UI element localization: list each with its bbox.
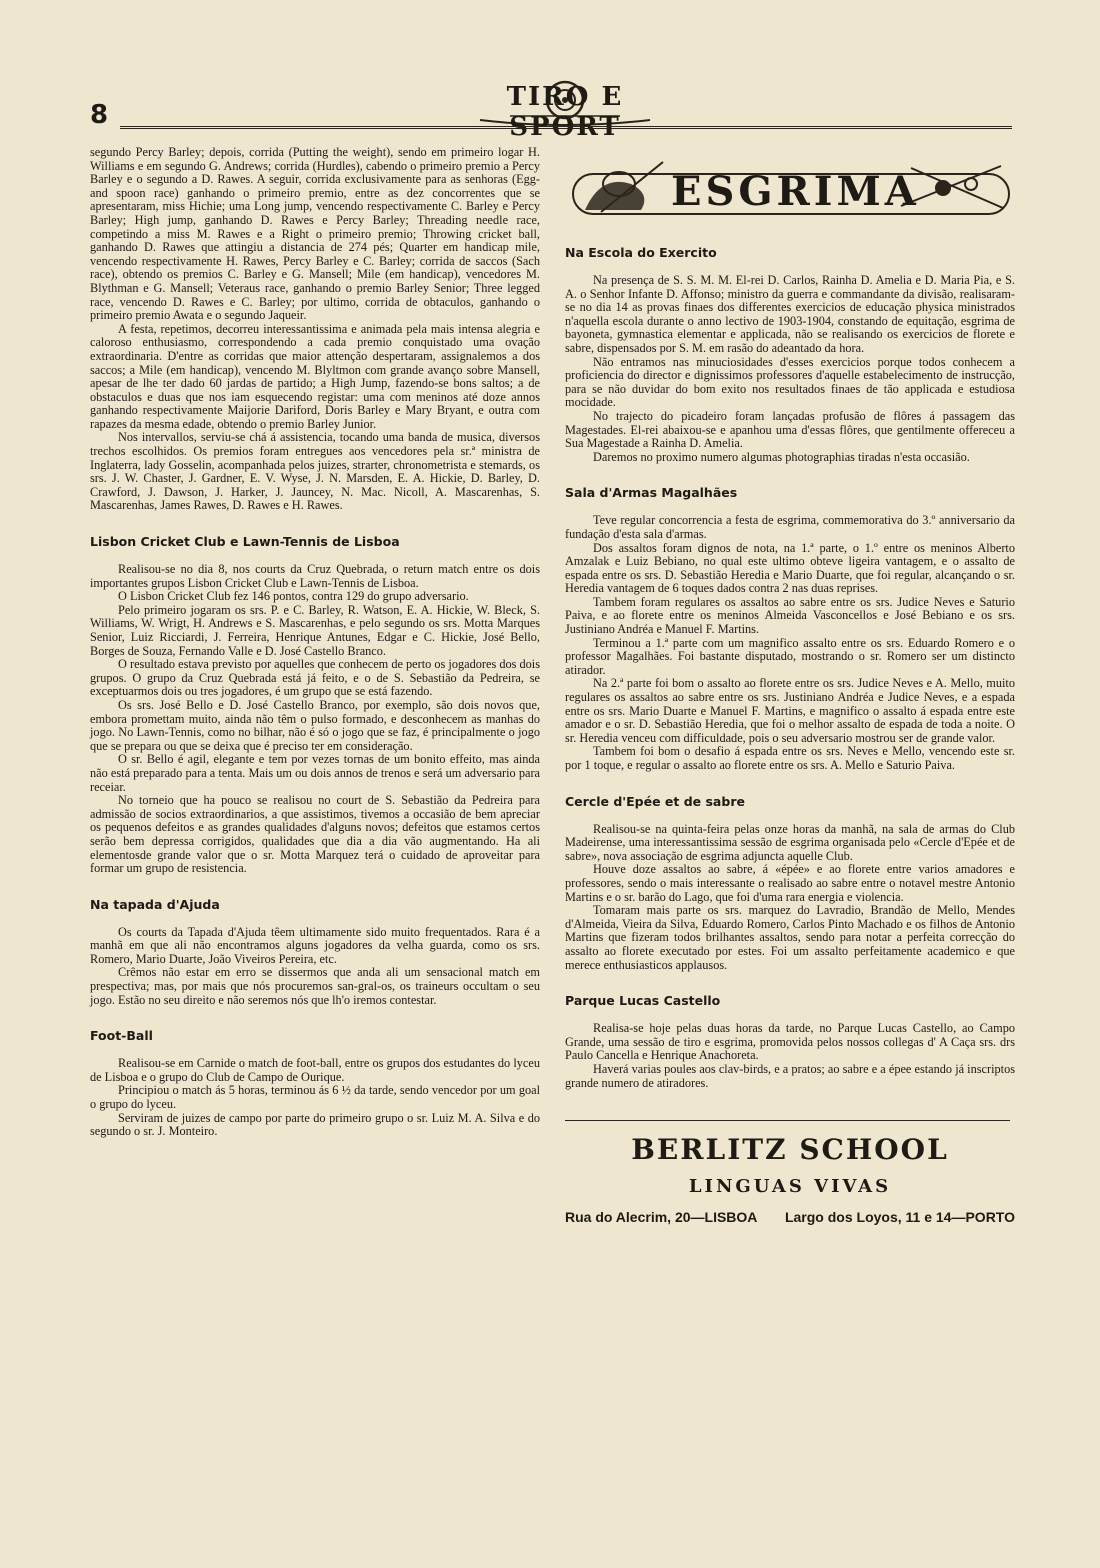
right-column <box>565 146 1015 1225</box>
article-paragraph: Principiou o match ás 5 horas, terminou ás 6 ½ da tarde, sendo vencedor por um goal o grupo do lyceu. <box>90 1083 540 1112</box>
article-paragraph: No torneio que ha pouco se realisou no court de S. Sebastião da Pedreira para admissão de socios extraordinarios, a que assistimos, tivemos a occasião de bem apreciar os pequenos defeitos e as grandes qualidades d'alguns novos; defeitos que estamos certos serão bem depressa corrigidos, qualidades que dia a dia vão augmentando. Ha ali elementosde grande valor que o sr. Motta Marquez terá o cuidado de aproveitar para formar um grupo de resistencia. <box>90 793 540 876</box>
masthead-logo <box>470 76 660 142</box>
article-paragraph: O sr. Bello é agil, elegante e tem por vezes tornas de um bonito effeito, mas ainda não está preparado para a tenta. Mais um ou dois annos de trenos e será um adversario para receiar. <box>90 752 540 794</box>
ad-title: BERLITZ SCHOOL <box>631 1133 949 1167</box>
section-heading-football: Foot-Ball <box>90 1028 153 1044</box>
article-paragraph: No trajecto do picadeiro foram lançadas profusão de flôres á passagem das Magestades. El-rei abaixou-se e apanhou uma d'essas flôres, que gentilmente offereceu a Sua Magestade a Rainha D. Amelia. <box>565 408 1015 451</box>
article-paragraph: segundo Percy Barley; depois, corrida (Putting the weight), sendo em primeiro logar H. Williams e em segundo G. Andrews; corrida (Hurdles), cabendo o primeiro premio a Percy Barley e o segundo a D. Rawes. A seguir, corrida exclusivamente para as senhoras (Egg-and spoon race) ganhando o primeiro premio, entre as dez concorrentes que se apresentaram, miss Hichie; uma Long jump, vencendo respectivamente C. Barley e Percy Barley; High jump, ganhando D. Rawes e Percy Barley; Threading needle race, competindo a miss M. Rawes e a Right o primeiro premio; Throwing cricket ball, ganhando D. Rawes que attingiu a distancia de 274 pés; Quarter em handicap mile, vencendo respectivamente H. Rawes, Percy Barley e C. Barley; corrida de saccos (Sach race), obtendo os premios C. Barley e G. Mansell; Mile (em handicap), vencedores M. Blythman e G. Mansell; Veteraus race, ganhando o premio Barley Senior; Three legged race, vencendo D. Rawes e C. Barley; por ultimo, corrida de obtaculos, ganhando o primeiro premio Awata e o segundo Jaqueir. <box>90 145 540 323</box>
article-paragraph: Realisa-se hoje pelas duas horas da tarde, no Parque Lucas Castello, ao Campo Grande, uma sessão de tiro e esgrima, promovida pelos nossos collegas d' A Caça srs. drs Paulo Cancella e Henrique Anachoreta. <box>565 1021 1015 1063</box>
article-paragraph: Haverá varias poules aos clav-birds, e a pratos; ao sabre e a épee estando já inscriptos grande numero de atiradores. <box>565 1061 1015 1090</box>
page-number: 8 <box>90 100 109 130</box>
article-paragraph: Realisou-se no dia 8, nos courts da Cruz Quebrada, o return match entre os dois importantes grupos Lisbon Cricket Club e Lawn-Tennis de Lisboa. <box>90 562 540 590</box>
article-paragraph: Realisou-se em Carnide o match de foot-ball, entre os grupos dos estudantes do lyceu de Lisboa e o grupo do Club de Campo de Ourique. <box>90 1056 540 1084</box>
article-paragraph: Crêmos não estar em erro se dissermos que anda ali um sensacional match em prespectiva; mas, por mais que nós procuremos san-gral-os, os traineurs occultam o seu jogo. Estão no seu direito e não seremos nós que lh'o iremos contestar. <box>90 965 540 1007</box>
section-heading-magalhaes: Sala d'Armas Magalhães <box>565 485 738 501</box>
ad-subtitle: LINGUAS VIVAS <box>688 1176 892 1198</box>
article-paragraph: Na presença de S. S. M. M. El-rei D. Carlos, Rainha D. Amelia e D. Maria Pia, e S. A. o Senhor Infante D. Affonso; ministro da guerra e commandante da divisão, realisaram-se no dia 14 as provas finaes dos differentes exercicios de educação physica ministrados n'aquella escola durante o anno lectivo de 1903-1904, constando de equitação, esgrima de bayoneta, gymnastica elementar e applicada, não se realisando os exercicios de florete e sabre, dispensados por S. M. em rasão do adeantado da hora. <box>565 273 1015 355</box>
esgrima-title: ESGRIMA <box>671 168 920 215</box>
article-paragraph: O Lisbon Cricket Club fez 146 pontos, contra 129 do grupo adversario. <box>118 589 469 604</box>
article-paragraph: Nos intervallos, serviu-se chá á assistencia, tocando uma banda de musica, diversos trechos escolhidos. Os premios foram entregues aos vencedores pela sr.ª ministra de Inglaterra, lady Gosselin, acompanhada pelos juizes, strarter, chronometrista e stemards, os srs. J. W. Chaster, J. Gardner, E. V. Wyse, J. N. Marsden, E. A. Hickie, D. Barley, D. Crawford, J. Dawson, J. Harker, J. Jauncey, N. Mac. Nicoll, A. Mascarenhas, S. Mascarenhas, James Rawes, D. Rawes e H. Rawes. <box>90 430 540 513</box>
article-paragraph: Teve regular concorrencia a festa de esgrima, commemorativa do 3.º anniversario da fundação d'esta sala d'armas. <box>565 513 1015 541</box>
article-paragraph: Os courts da Tapada d'Ajuda têem ultimamente sido muito frequentados. Rara é a manhã em que ali não encontramos alguns jogadores da velha guarda, como os srs. Romero, Mario Duarte, João Viveiros Pereira, etc. <box>90 924 540 966</box>
article-paragraph: O resultado estava previsto por aquelles que conhecem de perto os jogadores dos dois grupos. O grupo da Cruz Quebrada está já feito, e o de S. Sebastião da Pedreira, se exceptuarmos dois ou tres jogadores, é um grupo que se está fazendo. <box>90 657 540 699</box>
section-heading-ajuda: Na tapada d'Ajuda <box>90 896 220 912</box>
masthead-title: TIRO E SPORT <box>506 82 624 142</box>
ad-address-porto: Largo dos Loyos, 11 e 14—PORTO <box>784 1209 1015 1226</box>
article-paragraph: Terminou a 1.ª parte com um magnifico assalto entre os srs. Eduardo Romero e o professor Magalhães. Foi bastante disputado, mostrando o sr. Romero ser um distincto atirador. <box>565 635 1015 677</box>
article-paragraph: Dos assaltos foram dignos de nota, na 1.ª parte, o 1.º entre os meninos Alberto Amzalak e Luiz Bebiano, no qual este ultimo obteve ligeira vantagem, e o assalto de espada entre os srs. D. Sebastião Heredia e Mario Duarte, que foi regular, alcançando o sr. Heredia vantagem de 6 toques dados contra 2 nas duas reprises. <box>565 540 1015 596</box>
article-paragraph: A festa, repetimos, decorreu interessantissima e animada pela mais intensa alegria e caloroso enthusiasmo, correspondendo a cada premio conquistado uma ovação extraordinaria. D'entre as corridas que maior attenção despertaram, assignalemos a dos saccos; a Mile (em handicap), vencendo M. Blyltmon com grande avanço sobre Mansell, apesar de lhe ter dado 60 jardas de partido; a High Jump, fazendo-se bons saltos; a de obstaculos e duas que nos iam esquecendo registar: uma com meninos até doze annos ganhando respectivamente Maijorie Dariford, Doris Barley e Mary Bryant, e outra com rapazes da mesma edade, obtendo o premio Barley Junior. <box>90 321 540 431</box>
article-paragraph: Tambem foram regulares os assaltos ao sabre entre os srs. Judice Neves e Saturio Paiva, e ao florete entre os meninos Almeida Vasconcellos e José Bebiano e os srs. Justiniano Andréa e Manuel F. Martins. <box>565 594 1015 637</box>
article-paragraph: Serviram de juizes de campo por parte do primeiro grupo o sr. Luiz M. A. Silva e do segundo o sr. J. Monteiro. <box>90 1110 540 1139</box>
article-paragraph: Os srs. José Bello e D. José Castello Branco, por exemplo, são dois novos que, embora promettam muito, ainda não têm o pulso formado, e desconhecem as manhas do jogo. No Lawn-Tennis, como no bilhar, não é só o jogo que se faz, é principalmente o jogo que se prepara ou que se deixa que é preciso ter em consideração. <box>90 697 540 753</box>
article-paragraph: Houve doze assaltos ao sabre, á «épée» e ao florete entre varios amadores e professores, sendo o mais interessante o realisado ao sabre entre o notavel mestre Antonio Martins e o sr. barão do Lago, que foi d'uma rara energia e violencia. <box>565 862 1015 904</box>
article-paragraph: Pelo primeiro jogaram os srs. P. e C. Barley, R. Watson, E. A. Hickie, W. Bleck, S. Williams, W. Wrigt, H. Andrews e S. Mascarenhas, e pelo segundo os srs. Motta Marques Senior, Luiz Ricciardi, J. Ferreira, Henrique Antunes, Edgar e C. Hickie, José Bello, Borges de Souza, Fernando Valle e D. José Castello Branco. <box>90 602 540 658</box>
article-paragraph: Não entramos nas minuciosidades d'esses exercicios porque todos conhecem a proficiencia do director e dignissimos professores d'aquelle estabelecimento de instrucção, para se não duvidar do bom exito nos resultados finaes de tão applicada e estudiosa mocidade. <box>565 354 1015 410</box>
article-paragraph: Tambem foi bom o desafio á espada entre os srs. Neves e Mello, vencendo este sr. por 1 toque, e regular o assalto ao florete entre os srs. A. Mello e Saturio Paiva. <box>565 744 1015 772</box>
section-heading-escola: Na Escola do Exercito <box>565 245 717 260</box>
ad-address-lisboa: Rua do Alecrim, 20—LISBOA <box>565 1209 758 1226</box>
berlitz-advertisement <box>565 1133 1015 1225</box>
left-column <box>90 146 540 1139</box>
section-heading-cricket: Lisbon Cricket Club e Lawn-Tennis de Lisboa <box>90 534 400 550</box>
ad-addresses <box>565 1209 1015 1225</box>
section-heading-parque: Parque Lucas Castello <box>565 993 721 1009</box>
article-paragraph: Daremos no proximo numero algumas photographias tiradas n'esta occasião. <box>593 449 970 464</box>
header-rule <box>120 126 1012 129</box>
article-paragraph: Na 2.ª parte foi bom o assalto ao florete entre os srs. Judice Neves e A. Mello, muito regulares os assaltos ao sabre entre os srs. Justiniano Andréa e Judice Neves, e a espada entre os srs. Mario Duarte e Manuel F. Martins, e magnifico o assalto á espada entre este amador e o sr. D. Sebastião Heredia, que foi o melhor assalto de espada de toda a noite. O sr. Heredia venceu com difficuldade, pois o seu adversario mostrou ser de grande valor. <box>565 676 1015 745</box>
esgrima-banner <box>571 154 1011 230</box>
section-heading-cercle: Cercle d'Epée et de sabre <box>565 793 745 809</box>
article-paragraph: Realisou-se na quinta-feira pelas onze horas da manhã, na sala de armas do Club Madeirense, uma interessantissima sessão de esgrima organisada pelo «Cercle d'Epée et de sabre», nova associação de esgrima adjuncta aquelle Club. <box>565 821 1015 863</box>
advertisement-rule <box>565 1120 1010 1121</box>
article-paragraph: Tomaram mais parte os srs. marquez do Lavradio, Brandão de Mello, Mendes d'Almeida, Vieira da Silva, Eduardo Romero, Carlos Pinto Machado e os filhos de Antonio Martins que fizeram todos brilhantes assaltos, sendo para notar a perfeita correcção do assalto ao florete executado por estes. Foi um assalto perfeitamente academico e que merece enthusiasticos applausos. <box>565 903 1015 972</box>
